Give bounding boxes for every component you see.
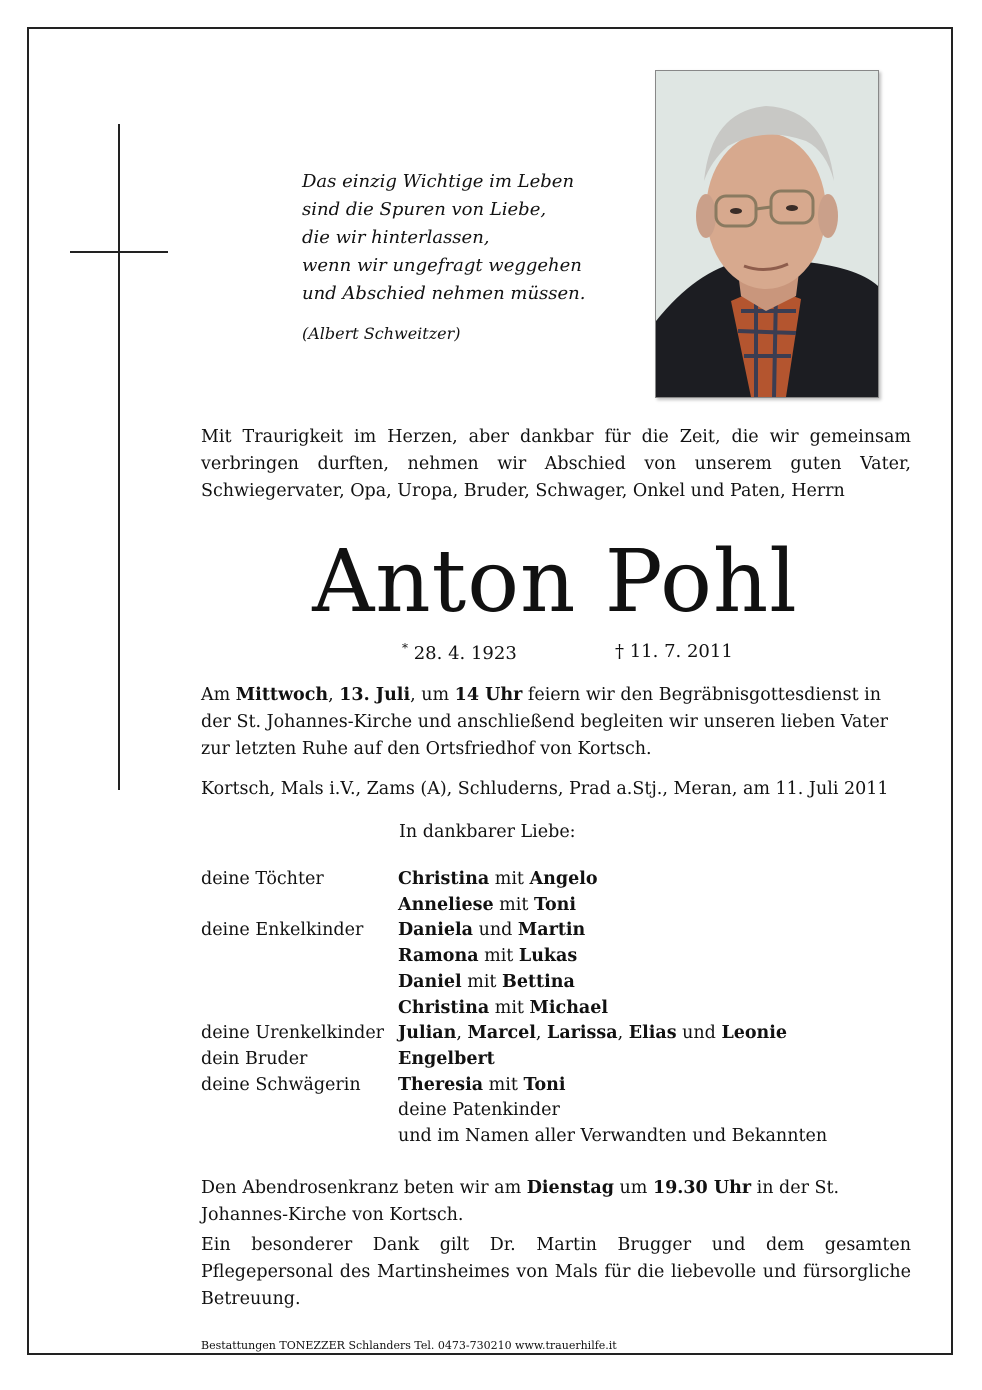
funeral-paragraph: Am Mittwoch, 13. Juli, um 14 Uhr feiern wir den Begräbnisgottesdienst in der St. Johannes-Kirche und anschließend begleiten wir unseren lieben Vater zur letzten Ruhe auf den Ortsfriedhof von Kortsch. xyxy=(201,685,889,759)
relation-label: dein Bruder xyxy=(201,1048,308,1069)
relation-label: deine Enkelkinder xyxy=(201,920,364,941)
relative-names: Ramona mit Lukas xyxy=(398,946,578,967)
quote-author: (Albert Schweitzer) xyxy=(302,324,461,343)
relative-names: Theresia mit Toni xyxy=(398,1074,566,1095)
quote-line: die wir hinterlassen, xyxy=(302,227,490,248)
rosary-paragraph: Den Abendrosenkranz beten wir am Dienstag um 19.30 Uhr in der St. Johannes-Kirche von Kortsch. xyxy=(201,1178,840,1225)
death-date xyxy=(615,641,733,662)
intro-paragraph: Mit Traurigkeit im Herzen, aber dankbar für die Zeit, die wir gemeinsam verbringen durften, nehmen wir Abschied von unserem guten Vater, Schwiegervater, Opa, Uropa, Bruder, Schwager, Onkel und Paten, Herrn xyxy=(201,427,911,501)
godchildren-line: deine Patenkinder xyxy=(398,1100,560,1121)
list-item xyxy=(201,918,827,944)
death-symbol: † xyxy=(615,641,624,662)
quote-line: sind die Spuren von Liebe, xyxy=(302,199,547,220)
birth-date-value: 28. 4. 1923 xyxy=(413,643,517,664)
relative-names: Engelbert xyxy=(398,1048,495,1069)
list-item xyxy=(201,1021,827,1047)
list-item xyxy=(201,970,827,996)
relatives-line: und im Namen aller Verwandten und Bekannten xyxy=(398,1126,828,1147)
footer-funeral-home: Bestattungen TONEZZER Schlanders Tel. 0473-730210 www.trauerhilfe.it xyxy=(201,1339,617,1352)
relative-names: Daniel mit Bettina xyxy=(398,971,575,992)
relative-names: Christina mit Angelo xyxy=(398,869,598,889)
list-item xyxy=(201,1098,827,1124)
thanks-paragraph: Ein besonderer Dank gilt Dr. Martin Brugger und dem gesamten Pflegepersonal des Martinsheimes von Mals für die liebevolle und fürsorgliche Betreuung. xyxy=(201,1235,911,1309)
list-item xyxy=(201,867,827,893)
death-date-value: 11. 7. 2011 xyxy=(629,641,733,662)
dank-intro: In dankbarer Liebe: xyxy=(399,822,576,842)
portrait-photo xyxy=(655,70,879,398)
cross-icon-vertical xyxy=(118,124,120,790)
list-item xyxy=(201,1124,827,1150)
list-item xyxy=(201,996,827,1022)
relation-label: deine Urenkelkinder xyxy=(201,1023,385,1044)
quote-line: wenn wir ungefragt weggehen xyxy=(302,255,582,276)
relative-names: Daniela und Martin xyxy=(398,920,586,941)
list-item xyxy=(201,893,827,919)
relative-names: Anneliese mit Toni xyxy=(398,894,576,915)
family-list xyxy=(201,867,827,1150)
quote-line: und Abschied nehmen müssen. xyxy=(302,283,586,304)
memorial-quote xyxy=(302,168,586,348)
birth-date xyxy=(402,641,517,664)
places-and-date: Kortsch, Mals i.V., Zams (A), Schluderns, Prad a.Stj., Meran, am 11. Juli 2011 xyxy=(201,779,889,799)
deceased-name: Anton Pohl xyxy=(312,532,798,632)
relation-label: deine Töchter xyxy=(201,869,324,889)
list-item xyxy=(201,1073,827,1099)
relative-names: Christina mit Michael xyxy=(398,997,609,1018)
birth-symbol: * xyxy=(402,641,408,655)
quote-line: Das einzig Wichtige im Leben xyxy=(302,171,575,192)
list-item xyxy=(201,944,827,970)
cross-icon-horizontal xyxy=(70,251,168,253)
relation-label: deine Schwägerin xyxy=(201,1074,361,1095)
list-item xyxy=(201,1047,827,1073)
relative-names: Julian, Marcel, Larissa, Elias und Leonie xyxy=(398,1023,788,1044)
